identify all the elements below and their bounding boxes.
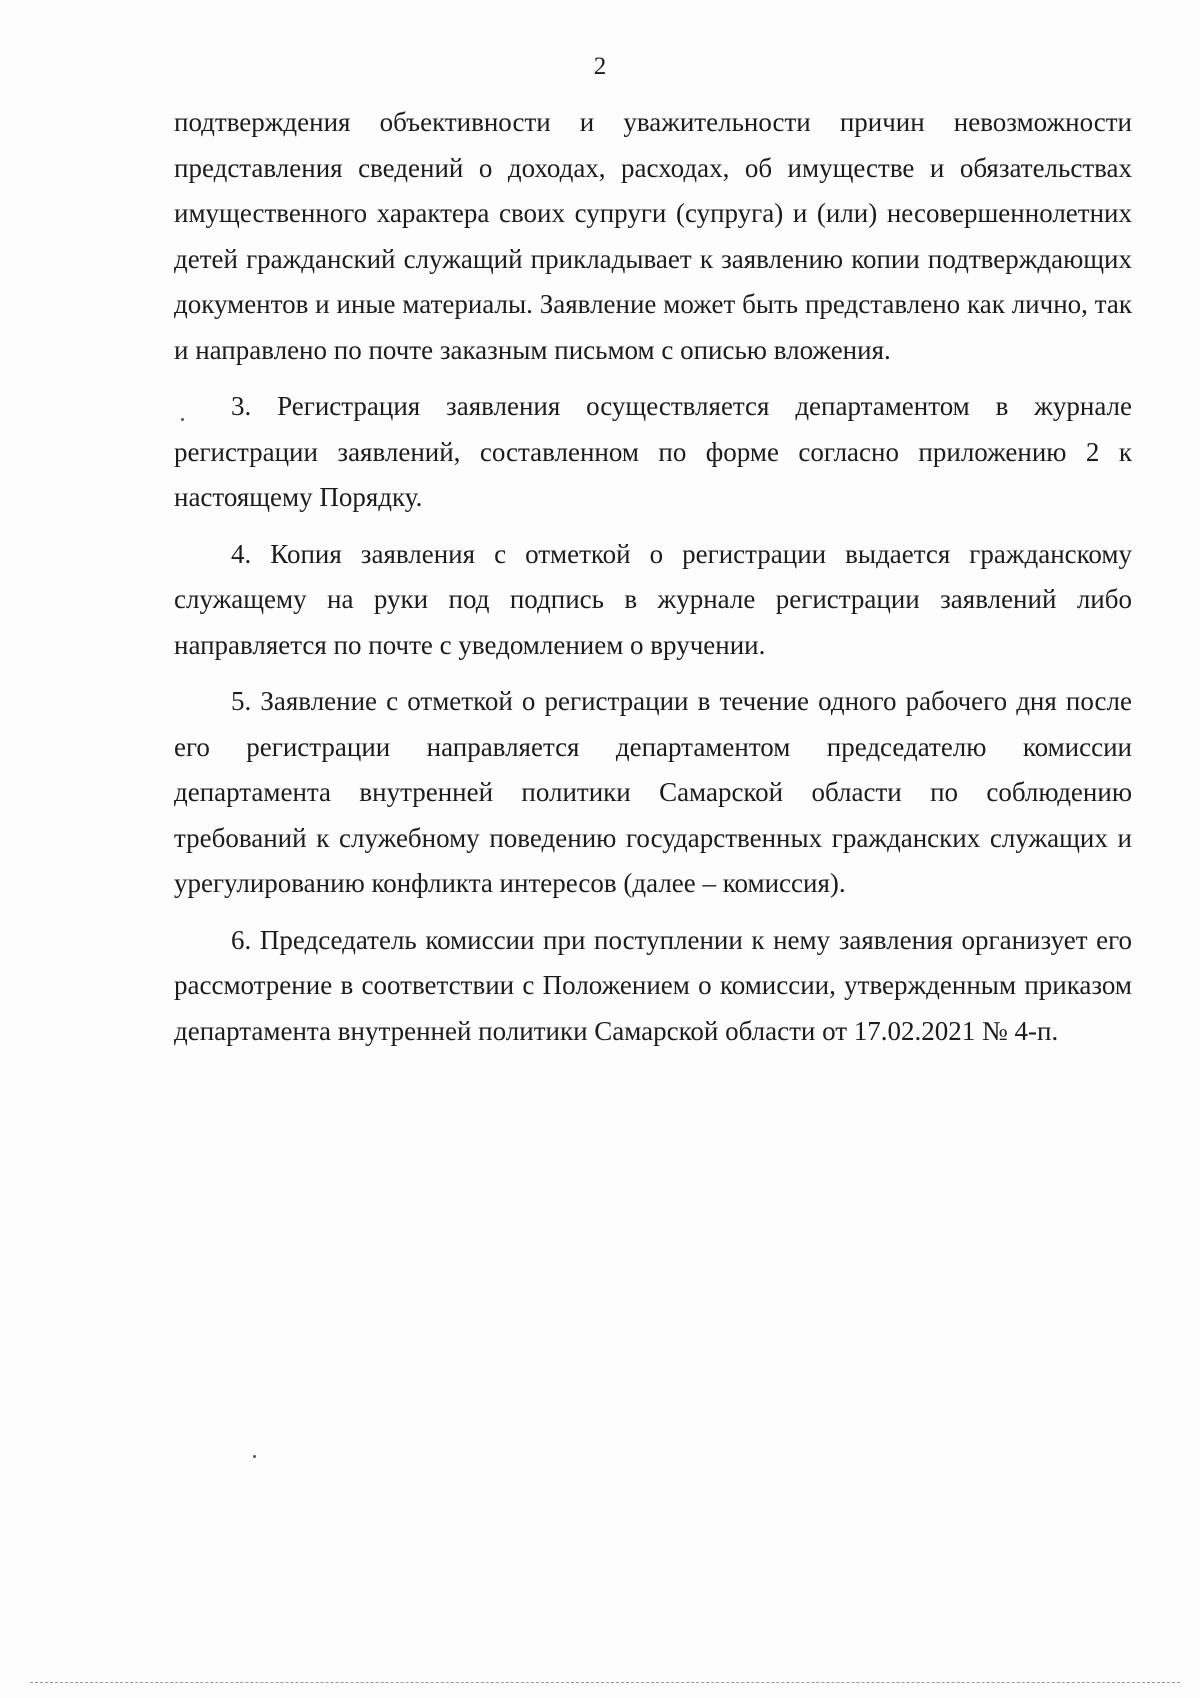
scan-speck xyxy=(181,418,184,421)
scan-edge-line xyxy=(30,1682,1180,1683)
paragraph-item-4: 4. Копия заявления с отметкой о регистрации выдается гражданскому служащему на руки под подпись в журнале регистрации заявлений либо направляется по почте с уведомлением о вручении. xyxy=(174,538,1132,660)
scan-speck xyxy=(253,1455,256,1458)
document-body xyxy=(174,100,1132,1065)
paragraph-item-5: 5. Заявление с отметкой о регистрации в течение одного рабочего дня после его регистрации направляется департаментом председателю комиссии департамента внутренней политики Самарской области по соблюдению требований к служебному поведению государственных гражданских служащих и урегулированию конфликта интересов (далее – комиссия). xyxy=(174,686,1132,898)
paragraph-item-3: 3. Регистрация заявления осуществляется департаментом в журнале регистрации заявлений, составленном по форме согласно приложению 2 к настоящему Порядку. xyxy=(174,391,1132,512)
paragraph-item-6: 6. Председатель комиссии при поступлении к нему заявления организует его рассмотрение в соответствии с Положением о комиссии, утвержденным приказом департамента внутренней политики Самарской области от 17.02.2021 № 4-п. xyxy=(174,924,1132,1046)
paragraph-continuation: подтверждения объективности и уважительности причин невозможности представления сведений о доходах, расходах, об имуществе и обязательствах имущественного характера своих супруги (супруга) и (или) несовершеннолетних детей гражданский служащий прикладывает к заявлению копии подтверждающих документов и иные материалы. Заявление может быть представлено как лично, так и направлено по почте заказным письмом с описью вложения. xyxy=(174,107,1132,365)
page-number: 2 xyxy=(593,53,607,80)
